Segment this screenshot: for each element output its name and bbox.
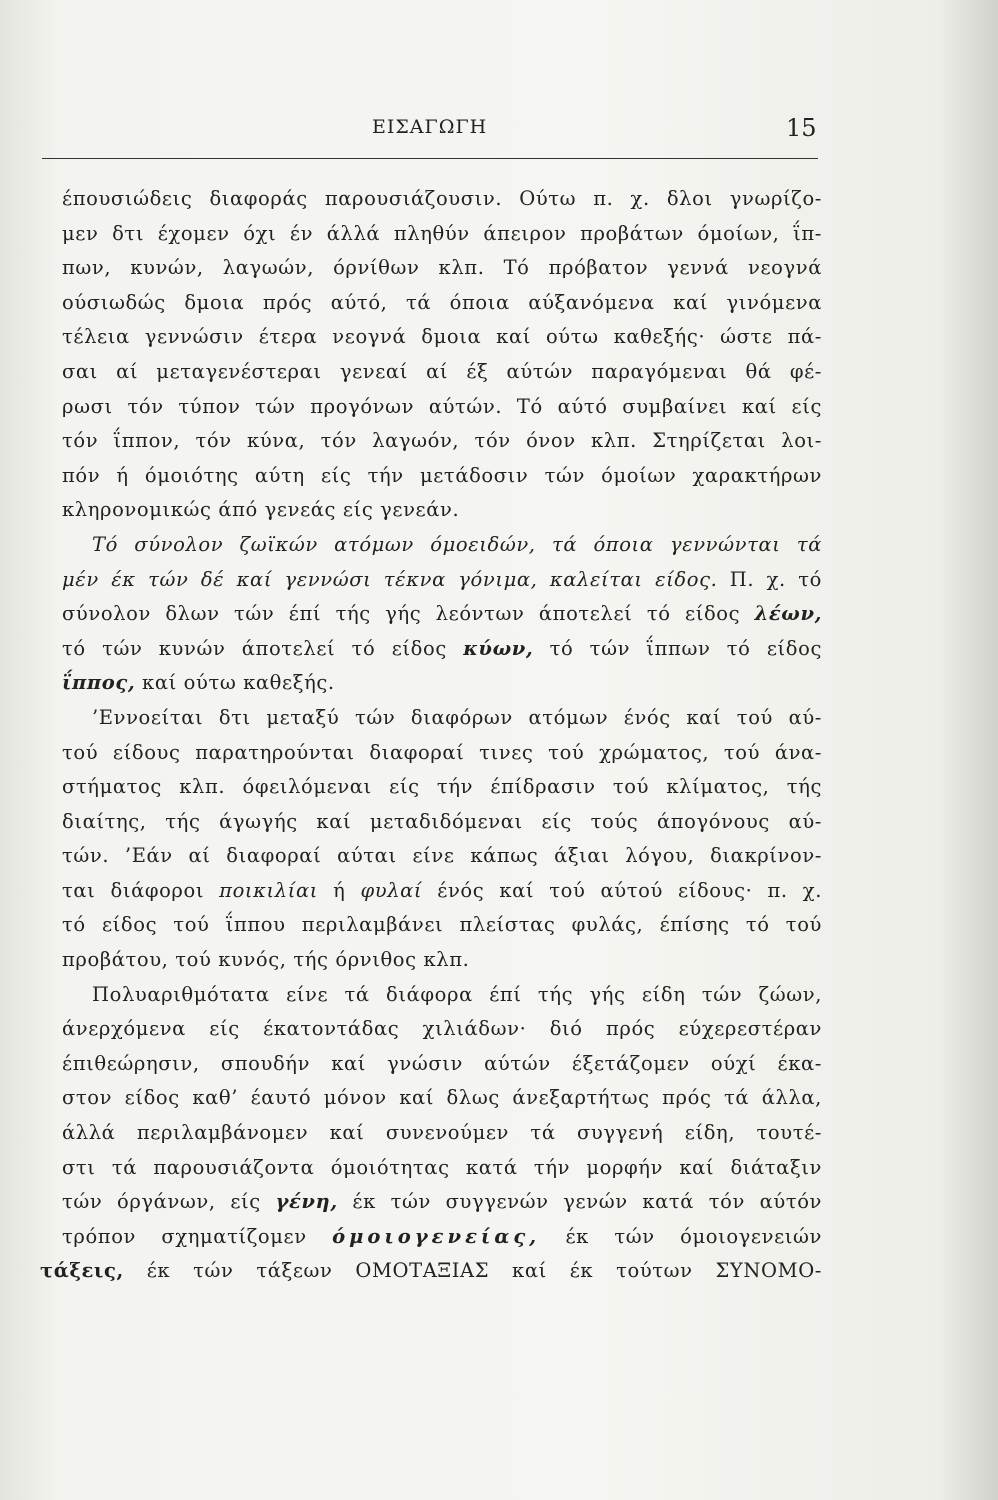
text-run: έκ τών τάξεων ΟΜΟΤΑΞΙΑΣ καί έκ τούτων ΣΥΝΟΜΟ- (123, 1259, 822, 1283)
text-line (62, 943, 822, 978)
text-run: έκ τών συγγενών γενών κατά τόν αύτόν (337, 1190, 822, 1214)
text-run: γένη, (275, 1190, 338, 1214)
text-run: τών. ’Εάν αί διαφοραί αύται είνε κάπως άξιαι λόγου, διακρίνον- (62, 844, 822, 868)
text-run: κύων, (463, 636, 534, 660)
text-line (62, 1185, 822, 1220)
text-run: καί ούτω καθεξής. (135, 671, 335, 695)
text-run: στήματος κλπ. όφειλόμεναι είς τήν έπίδρασιν τού κλίματος, τής (62, 775, 822, 799)
text-run: τό τών ΐππων τό είδος (533, 636, 822, 660)
text-run: ούσιωδώς δμοια πρός αύτό, τά όποια αύξανόμενα καί γινόμενα (62, 290, 822, 314)
text-run: τών όργάνων, είς (62, 1190, 276, 1214)
text-run: έπιθεώρησιν, σπουδήν καί γνώσιν αύτών έξετάζομεν ούχί έκα- (62, 1051, 822, 1075)
text-run: όμοιογενείας, (332, 1224, 541, 1248)
text-run: μέν έκ τών δέ καί γεννώσι τέκνα γόνιμα, καλείται είδος. (62, 567, 718, 591)
text-run: τόν ΐππον, τόν κύνα, τόν λαγωόν, τόν όνον κλπ. Στηρίζεται λοι- (62, 429, 822, 453)
text-line (62, 217, 822, 252)
text-run: τέλεια γεννώσιν έτερα νεογνά δμοια καί ούτω καθεξής· ώστε πά- (62, 325, 822, 349)
text-line (62, 770, 822, 805)
text-line (62, 1151, 822, 1186)
text-line (62, 563, 822, 598)
text-line (62, 390, 822, 425)
text-run: τό τών κυνών άποτελεί τό είδος (62, 636, 464, 660)
text-run: φυλαί (360, 878, 423, 902)
text-line (62, 978, 822, 1013)
body-text (40, 182, 822, 1289)
text-run: άνερχόμενα είς έκατοντάδας χιλιάδων· διό πρός εύχερεστέραν (62, 1017, 822, 1041)
text-run: πων, κυνών, λαγωών, όρνίθων κλπ. Τό πρόβατον γεννά νεογνά (62, 256, 822, 280)
text-run: τό είδος τού ΐππου περιλαμβάνει πλείστας φυλάς, έπίσης τό τού (62, 913, 822, 937)
text-line (62, 424, 822, 459)
running-head: ΕΙΣΑΓΩΓΗ (372, 116, 488, 138)
text-line (62, 1116, 822, 1151)
header-rule (42, 158, 818, 159)
text-line (62, 736, 822, 771)
text-run: έκ τών όμοιογενειών (540, 1224, 822, 1248)
text-run: στον είδος καθ’ έαυτό μόνον καί δλως άνεξαρτήτως πρός τά άλλα, (62, 1086, 822, 1110)
text-line (62, 908, 822, 943)
text-run: άλλά περιλαμβάνομεν καί συνενούμεν τά συγγενή είδη, τουτέ- (62, 1121, 822, 1145)
text-run: Π. χ. τό (717, 567, 822, 591)
text-run: κληρονομικώς άπό γενεάς είς γενεάν. (62, 498, 460, 522)
text-run: ένός καί τού αύτού είδους· π. χ. (422, 878, 822, 902)
text-line (62, 1081, 822, 1116)
text-run: τού είδους παρατηρούνται διαφοραί τινες τού χρώματος, τού άνα- (62, 740, 822, 764)
text-line (62, 320, 822, 355)
text-run: τάξεις, (40, 1259, 124, 1283)
text-run: λέων, (754, 602, 822, 626)
text-run: έπουσιώδεις διαφοράς παρουσιάζουσιν. Ούτω π. χ. δλοι γνωρίζο- (62, 187, 822, 210)
text-run: Τό σύνολον ζωϊκών ατόμων όμοειδών, τά όποια γεννώνται τά (92, 532, 822, 556)
text-run: ποικιλίαι (219, 878, 319, 902)
page-number: 15 (786, 114, 817, 142)
text-run: προβάτου, τού κυνός, τής όρνιθος κλπ. (62, 948, 470, 972)
text-line (62, 701, 822, 736)
text-line (62, 1047, 822, 1082)
text-run: σαι αί μεταγενέστεραι γενεαί αί έξ αύτών παραγόμεναι θά φέ- (62, 359, 822, 383)
text-line (62, 1220, 822, 1255)
text-line (62, 839, 822, 874)
text-line (62, 355, 822, 390)
text-line (62, 182, 822, 217)
text-run: ΐππος, (62, 671, 136, 695)
text-run: διαίτης, τής άγωγής καί μεταδιδόμεναι είς τούς άπογόνους αύ- (62, 809, 822, 833)
text-run: μεν δτι έχομεν όχι έν άλλά πληθύν άπειρον προβάτων όμοίων, ΐπ- (62, 221, 822, 245)
page-edge-shadow (938, 0, 998, 1500)
text-run: τρόπον σχηματίζομεν (62, 1224, 333, 1248)
text-line (62, 1012, 822, 1047)
text-run: ’Εννοείται δτι μεταξύ τών διαφόρων ατόμων ένός καί τού αύ- (92, 705, 822, 729)
text-line (62, 632, 822, 667)
text-line (62, 493, 822, 528)
text-run: ρωσι τόν τύπον τών προγόνων αύτών. Τό αύτό συμβαίνει καί είς (62, 394, 822, 418)
text-line (40, 1254, 822, 1289)
text-line (62, 874, 822, 909)
text-line (62, 286, 822, 321)
text-line (62, 459, 822, 494)
text-line (62, 666, 822, 701)
text-line (62, 528, 822, 563)
text-run: σύνολον δλων τών έπί τής γής λεόντων άποτελεί τό είδος (62, 602, 755, 626)
text-line (62, 805, 822, 840)
text-run: πόν ή όμοιότης αύτη είς τήν μετάδοσιν τών όμοίων χαρακτήρων (62, 463, 822, 487)
text-run: στι τά παρουσιάζοντα όμοιότητας κατά τήν μορφήν καί διάταξιν (62, 1155, 822, 1179)
text-run: ή (318, 878, 361, 902)
text-run: Πολυαριθμότατα είνε τά διάφορα έπί τής γής είδη τών ζώων, (92, 982, 822, 1006)
text-line (62, 597, 822, 632)
text-run: ται διάφοροι (62, 878, 220, 902)
text-line (62, 251, 822, 286)
